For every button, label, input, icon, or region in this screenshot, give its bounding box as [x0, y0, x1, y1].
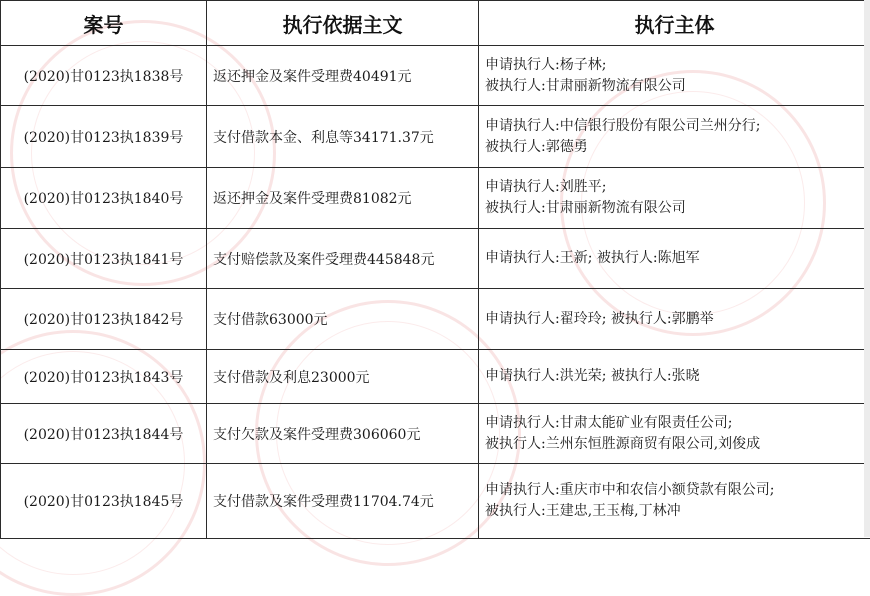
enforcement-basis-cell: 支付借款63000元 [207, 289, 479, 350]
case-number-cell: (2020)甘0123执1839号 [1, 106, 207, 168]
case-number-cell: (2020)甘0123执1840号 [1, 168, 207, 229]
party-line: 被执行人:甘肃丽新物流有限公司 [485, 76, 870, 97]
table-row [1, 350, 870, 404]
case-number-cell: (2020)甘0123执1843号 [1, 350, 207, 404]
party-line: 被执行人:王建忠,王玉梅,丁林冲 [485, 501, 870, 522]
table-row [1, 464, 870, 539]
enforcement-basis-cell: 返还押金及案件受理费81082元 [207, 168, 479, 229]
header-parties: 执行主体 [479, 1, 870, 46]
case-number-cell: (2020)甘0123执1842号 [1, 289, 207, 350]
party-line: 申请执行人:翟玲玲; 被执行人:郭鹏举 [485, 309, 870, 330]
party-line: 申请执行人:中信银行股份有限公司兰州分行; [485, 116, 870, 137]
party-line: 申请执行人:甘肃太能矿业有限责任公司; [485, 413, 870, 434]
enforcement-basis-cell: 支付欠款及案件受理费306060元 [207, 404, 479, 464]
header-basis: 执行依据主文 [207, 1, 479, 46]
enforcement-basis-cell: 支付借款及利息23000元 [207, 350, 479, 404]
enforcement-parties-cell [479, 229, 870, 289]
party-line: 被执行人:兰州东恒胜源商贸有限公司,刘俊成 [485, 434, 870, 455]
enforcement-parties-cell [479, 289, 870, 350]
scrollbar[interactable] [864, 0, 870, 537]
enforcement-parties-cell [479, 404, 870, 464]
table-row [1, 168, 870, 229]
table-row [1, 404, 870, 464]
party-line: 申请执行人:刘胜平; [485, 177, 870, 198]
party-line: 申请执行人:王新; 被执行人:陈旭军 [485, 248, 870, 269]
case-number-cell: (2020)甘0123执1841号 [1, 229, 207, 289]
case-number-cell: (2020)甘0123执1844号 [1, 404, 207, 464]
party-line: 被执行人:甘肃丽新物流有限公司 [485, 198, 870, 219]
case-number-cell: (2020)甘0123执1845号 [1, 464, 207, 539]
enforcement-basis-cell: 支付赔偿款及案件受理费445848元 [207, 229, 479, 289]
header-case-no: 案号 [1, 1, 207, 46]
table-row [1, 106, 870, 168]
table-header-row [1, 1, 870, 46]
table-row [1, 46, 870, 106]
party-line: 申请执行人:洪光荣; 被执行人:张晓 [485, 366, 870, 387]
party-line: 申请执行人:杨子林; [485, 55, 870, 76]
table-row [1, 229, 870, 289]
enforcement-parties-cell [479, 350, 870, 404]
enforcement-basis-cell: 支付借款及案件受理费11704.74元 [207, 464, 479, 539]
enforcement-basis-cell: 返还押金及案件受理费40491元 [207, 46, 479, 106]
table-row [1, 289, 870, 350]
case-number-cell: (2020)甘0123执1838号 [1, 46, 207, 106]
enforcement-parties-cell [479, 46, 870, 106]
enforcement-basis-cell: 支付借款本金、利息等34171.37元 [207, 106, 479, 168]
party-line: 被执行人:郭德勇 [485, 137, 870, 158]
party-line: 申请执行人:重庆市中和农信小额贷款有限公司; [485, 480, 870, 501]
enforcement-parties-cell [479, 106, 870, 168]
enforcement-parties-cell [479, 168, 870, 229]
enforcement-parties-cell [479, 464, 870, 539]
